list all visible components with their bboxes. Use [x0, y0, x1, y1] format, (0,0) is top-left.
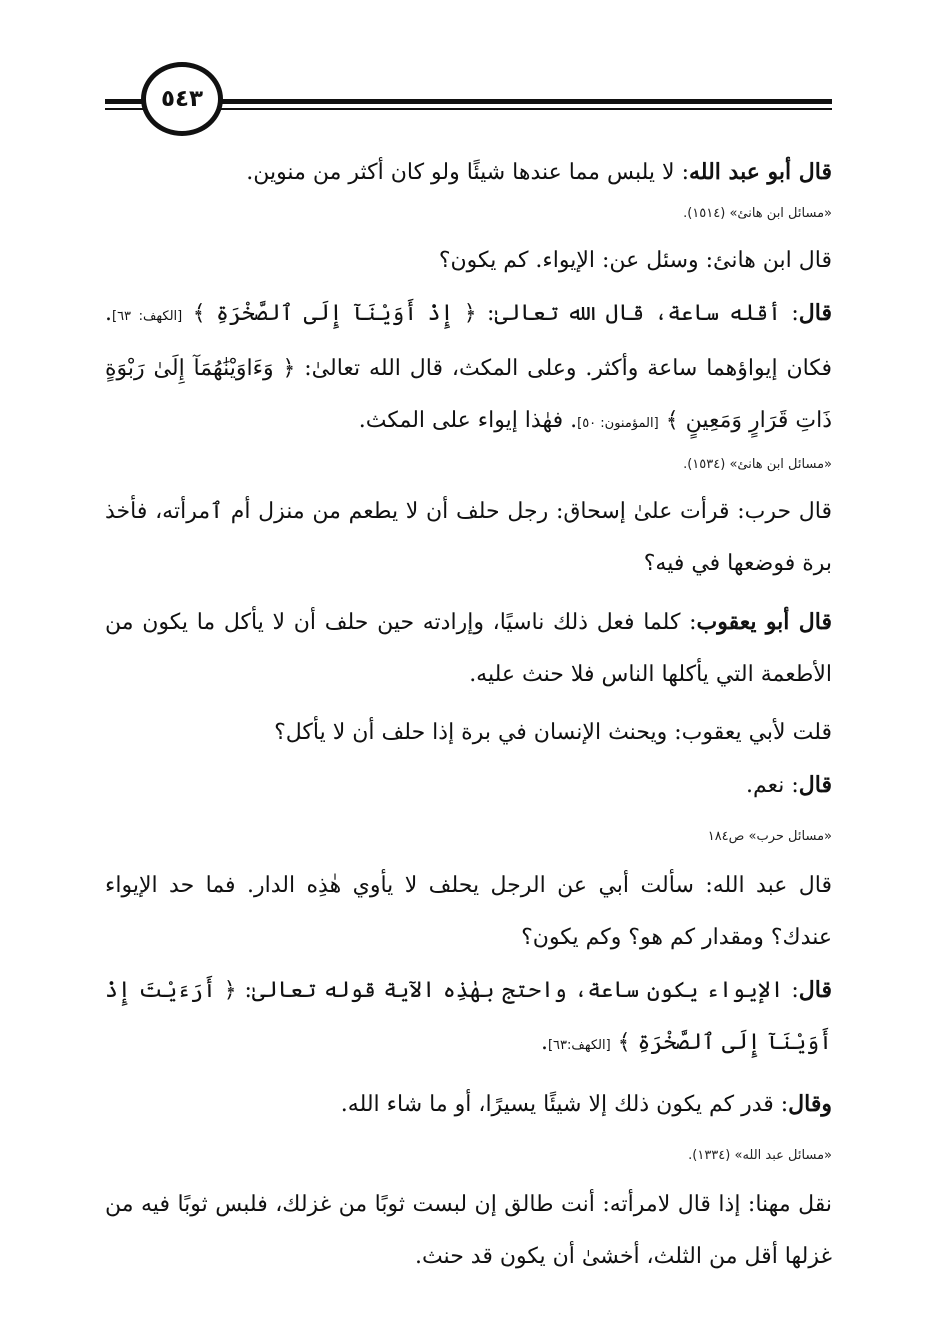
- verse-reference: [الكهف: ٦٣]: [112, 309, 183, 324]
- page-header: [105, 62, 832, 142]
- paragraph-2: [105, 235, 832, 287]
- paragraph-text: . فكان إيواؤهما ساعة وأكثر. وعلى المكث، قال الله تعالىٰ: ﴿ وَءَاوَيْنَٰهُمَآ إِلَىٰ رَبْوَةٍ ذَاتِ قَرَارٍ وَمَعِينٍ ﴾: [105, 301, 832, 433]
- paragraph-8: [105, 860, 832, 964]
- paragraph-text: : كلما فعل ذلك ناسيًا، وإرادته حين حلف أن لا يأكل ما يكون من الأطعمة التي يأكلها الناس فلا حنث عليه.: [105, 610, 832, 687]
- speaker-label: قال أبو عبد الله: [689, 159, 832, 185]
- paragraph-3: [105, 287, 832, 450]
- paragraph-text: : قدر كم يكون ذلك إلا شيئًا يسيرًا، أو ما شاء الله.: [340, 1092, 789, 1117]
- speaker-label: قال: [798, 300, 833, 326]
- page-body: [105, 146, 832, 1283]
- paragraph-6: [105, 707, 832, 759]
- paragraph-text: : لا يلبس مما عندها شيئًا ولو كان أكثر من منوين.: [246, 160, 689, 185]
- paragraph-text: .: [540, 1030, 548, 1055]
- paragraph-1: [105, 146, 832, 199]
- paragraph-11: [105, 1179, 832, 1283]
- paragraph-text: قال حرب: قرأت علىٰ إسحاق: رجل حلف أن لا يطعم من منزل أم ٱمرأته، فأخذ برة فوضعها في فيه؟: [105, 499, 832, 576]
- paragraph-text: نقل مهنا: إذا قال لامرأته: أنت طالق إن لبست ثوبًا من غزلك، فلبس ثوبًا فيه من غزلها أقل من الثلث، أخشىٰ أن يكون قد حنث.: [105, 1192, 832, 1269]
- paragraph-text: قال عبد الله: سألت أبي عن الرجل يحلف لا يأوي هٰذِه الدار. فما حد الإيواء عندك؟ ومقدار كم هو؟ وكم يكون؟: [105, 873, 832, 950]
- source-citation: «مسائل حرب» ص١٨٤: [707, 829, 832, 844]
- speaker-label: قال أبو يعقوب: [696, 609, 832, 635]
- source-citation: «مسائل ابن هانئ» (١٥١٤).: [683, 206, 832, 221]
- verse-reference: [المؤمنون: ٥٠]: [577, 416, 659, 431]
- verse-reference: [الكهف:٦٣]: [547, 1038, 611, 1053]
- speaker-label: قال: [798, 977, 832, 1003]
- speaker-label: وقال: [788, 1091, 832, 1117]
- paragraph-text: : أقله ساعة، قال الله تعالىٰ: ﴿ إِذْ أَوَيْنَآ إِلَى ٱلصَّخْرَةِ ﴾: [192, 301, 799, 326]
- source-citation: «مسائل ابن هانئ» (١٥٣٤).: [683, 457, 832, 472]
- paragraph-text: قال ابن هانئ: وسئل عن: الإيواء. كم يكون؟: [438, 248, 832, 273]
- paragraph-text: قلت لأبي يعقوب: ويحنث الإنسان في برة إذا حلف أن لا يأكل؟: [274, 720, 832, 745]
- paragraph-4: [105, 486, 832, 590]
- paragraph-7: [105, 759, 832, 812]
- paragraph-text: : نعم.: [746, 773, 799, 798]
- speaker-label: قال: [798, 772, 832, 798]
- paragraph-5: [105, 596, 832, 701]
- paragraph-9: [105, 964, 832, 1072]
- paragraph-text: . فهٰذا إيواء على المكث.: [358, 408, 578, 433]
- page-number-badge: [141, 62, 223, 136]
- paragraph-text: : الإيواء يكون ساعة، واحتج بهٰذِه الآية قوله تعالىٰ: ﴿ أَرَءَيْتَ إِذْ أَوَيْنَآ إِلَى ٱلصَّخْرَةِ ﴾: [105, 978, 832, 1055]
- paragraph-10: [105, 1078, 832, 1131]
- page-number: ٥٤٣: [160, 86, 204, 112]
- source-citation: «مسائل عبد الله» (١٣٣٤).: [688, 1148, 832, 1163]
